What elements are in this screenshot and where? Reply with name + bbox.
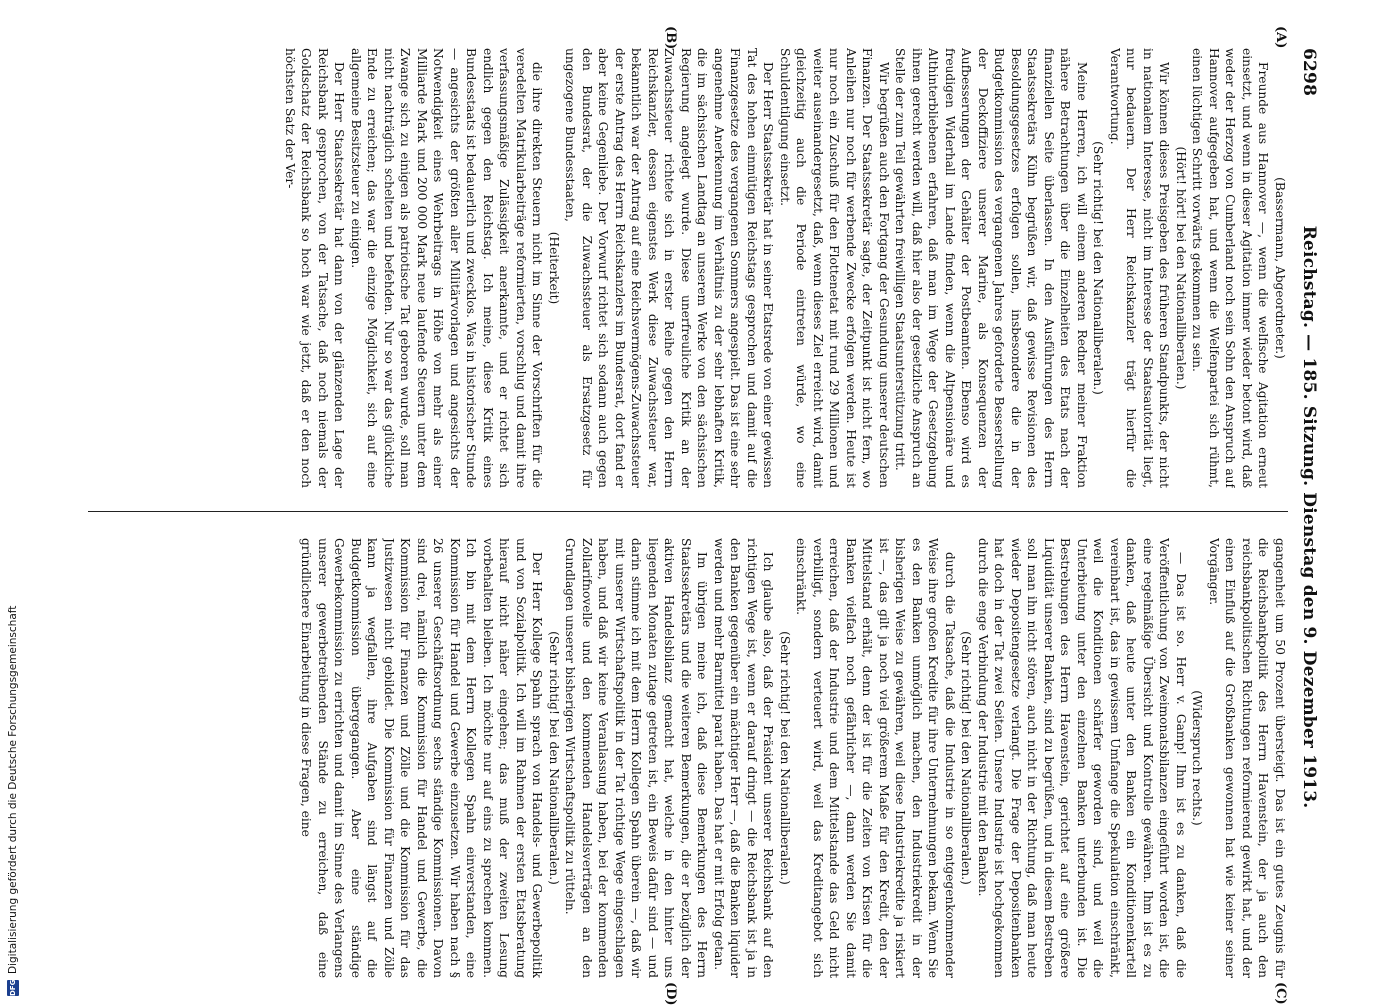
- running-head-title: Reichstag. — 185. Sitzung. Dienstag den 9. Dezember 1913.: [1299, 225, 1319, 809]
- right-column: [88, 538, 1288, 978]
- section-marker-a: (A): [1273, 26, 1288, 49]
- dfg-logo: DFG: [9, 979, 17, 996]
- paragraph: Der Herr Kollege Spahn sprach von Handels- und Gewerbepolitik und von Sozialpolitik. Ich will im Rahmen der ersten Etatsberatung hierauf nicht näher eingehen; das muß der zweiten Lesung vorbehalten bleiben. Ich möchte nur auf eins zu sprechen kommen. Ich bin mit dem Herrn Kollegen Spahn einverstanden, eine Kommission für Handel und Gewerbe einzusetzen. Wir haben nach § 26 unserer Geschäftsordnung sechs ständige Kommissionen. Davon sind drei, nämlich die Kommission für Handel und Gewerbe, die Kommission für Finanzen und Zölle und die Kommission für das Justizwesen nicht gebildet. Die Kommission für Finanzen und Zölle kann ja wegfallen, ihre Aufgaben sind längst auf die Budgetkommission übergegangen. Aber eine ständige Gewerbekommission zu errichten und damit im Sinne des Verlangens unserer gewerbetreibenden Stände zu erreichen, daß eine gründlichere Einarbeitung in diese Fragen, eine: [299, 538, 545, 978]
- paragraph: durch die Tatsache, daß die Industrie in so entgegenkommender Weise ihre großen Kredite für ihre Unternehmungen bekam. Wenn Sie es den Banken unmöglich machen, den Industriekredit in der bisherigen Weise zu gewähren, weil diese Industriekredite ja riskiert ist —, das gilt ja noch viel größerem Maße für den Kredit, den der Mittelstand erhält, denn der ist für die Zeiten von Krisen für die Banken vielfach noch gefährlicher —, dann werden Sie damit erreichen, daß der Industrie und dem Mittelstande das Geld nicht verbilligt, sondern verteuert wird, weil das Kreditangebot sich einschränkt.: [794, 538, 957, 978]
- text-columns: [88, 26, 1288, 1006]
- paragraph: — Das ist so. Herr v. Gamp! Ihm ist es zu danken, daß die Veröffentlichung von Zweimonatsbilanzen eingeführt worden ist, die eine regelmäßige Übersicht und Kontrolle gewähren. Ihm ist es zu danken, daß heute unter den Banken ein Konditionenkartell vereinbart ist, das in gewissem Umfange die Spekulation einschränkt, weil die Konditionen schärfer geworden sind, und weil die Unterbietung unter den einzelnen Banken unterbunden ist. Die Bestrebungen des Herrn Havenstein, gerichtet auf eine größere Liquidität unserer Banken, sind zu begrüßen, und in diesem Bestreben soll man ihn nicht stören, auch nicht in der Richtung, daß man heute wieder Depositengesetze verlangt. Die Frage der Depositenbanken hat doch in der Tat zwei Seiten. Unsere Industrie ist hochgekommen durch die enge Verbindung der Industrie mit den Banken.: [976, 538, 1188, 978]
- section-marker-b: (B): [663, 26, 678, 50]
- interjection: (Sehr richtig! bei den Nationalliberalen.): [959, 631, 974, 885]
- interjection: (Sehr richtig! bei den Nationalliberalen.): [547, 631, 561, 885]
- paragraph: Im übrigen meine ich, daß diese Bemerkungen des Herrn Staatssekretärs und die weiteren Bemerkungen, die er bezüglich der aktiven Handelsbilanz gemacht hat, welche in den hinter uns liegenden Monaten zutage getreten ist, ein Beweis dafür sind — und darin stimme ich mit dem Herrn Kollegen Spahn überein —, daß wir mit unserer Wirtschaftspolitik in der Tat richtige Wege eingeschlagen haben, und daß wir keine Veranlassung haben, bei der kommenden Zollarifnovelle und den kommenden Handelsverträgen an den Grundlagen unserer bisherigen Wirtschaftspolitik zu rütteln.: [563, 538, 710, 978]
- paragraph: Ich glaube also, daß der Präsident unserer Reichsbank auf den richtigen Wege ist, wenn er darauf dringt — die Reichsbank ist ja in den Banken gegenüber ein mächtiger Herr —, daß die Banken liquider werden und mehr Barmittel parat haben. Das hat er mit Erfolg getan.: [712, 538, 776, 978]
- digitization-credit: [6, 436, 20, 996]
- interjection: (Widerspruch rechts.): [1190, 690, 1205, 826]
- paragraph: Freunde aus Hannover —, wenn die welfische Agitation erneut einsetzt, und wenn in dieser Agitation immer wieder betont wird, daß weder der Herzog von Cumberland noch sein Sohn den Anspruch auf Hannover aufgegeben hat, und wenn die Welfenpartei sich rühmt, einen lüchtigen Schritt vorwärts gekommen zu sein.: [1190, 48, 1271, 488]
- paragraph: Meine Herren, ich will einem anderen Redner meiner Fraktion nähere Betrachtungen über die Einzelheiten des Etats nach der finanziellen Seite überlassen. In den Ausführungen des Herrn Staatssekretärs Kühn begrüßen wir, daß gewisse Revisionen des Besoldungsgesetzes erfolgen sollen, insbesondere die in der Budgetkommission des vergangenen Jahres geforderte Besserstellung der Deckoffiziere unserer Marine, als Konsequenzen der Aufbesserungen der Gehälter der Postbeamten. Ebenso wird es freudigen Widerhall im Lande finden, wenn die Altpensionäre und Althinterbliebenen erfahren, daß man im Wege der Gesetzgebung ihnen gerecht werden will, daß hier also der gesetzliche Anspruch an Stelle der zum Teil gewährten freiwilligen Staatsunterstützung tritt.: [893, 48, 1089, 488]
- paragraph: Der Herr Staatssekretär hat in seiner Etatsrede von einer gewissen Tat des hohen einmütigen Reichstags gesprochen und damit auf die Finanzgesetze des vergangenen Sommers angespielt. Das ist eine sehr angenehme Anerkennung im Verhältnis zu der sehr lebhaften Kritik, die im sächsischen Landtag an unserem Werke von den sächsischen Regierung angelegt wurde. Diese unerfreuliche Kritik an der Zuwachssteuer richtete sich in erster Reihe gegen den Herrn Reichskanzler, dessen eigenstes Werk diese Zuwachssteuer war, bekanntlich war der Antrag auf eine Reichsvermögens-Zuwachssteuer der erste Antrag des Herrn Reichskanzlers im Bundesrat, dort fand er aber keine Gegenliebe. Der Vorwurf richtet sich sodann auch gegen den Bundesrat, der die Zuwachssteuer als Ersatzgesetz für ungezogene Bundesstaaten,: [563, 48, 776, 488]
- rotated-document-page: [82, 26, 1322, 1006]
- left-column: [88, 48, 1288, 488]
- interjection: (Sehr richtig! bei den Nationalliberalen.): [1091, 141, 1106, 395]
- interjection: (Heiterkeit): [547, 231, 561, 305]
- interjection: (Bassermann, Abgeordneter.): [1273, 177, 1287, 359]
- paragraph: Wir können dieses Preisgeben des früheren Standpunkts, der nicht in nationalem Interesse, nicht im Interesse der Staatsautorität liegt, nur bedauern. Der Herr Reichskanzler trägt hierfür die Verantwortung.: [1108, 48, 1172, 488]
- paragraph: die ihre direkten Steuern nicht im Sinne der Vorschriften für die veredelten Matrikularbeiträge reformierten, vorschlug und damit ihre verfassungsmäßige Zulässigkeit anerkannte, und er richtet sich endlich gegen den Reichstag. Ich meine, diese Kritik eines Bundesstaats ist bedauerlich und zwecklos. Was in historischer Stunde — angesichts der größten aller Militärvorlagen und angesichts der Notwendigkeit eines Wehrbeitrags in Höhe von mehr als einer Milliarde Mark und 200 000 Mark neue laufende Steuern unter dem Zwange sich zu einigen als patriotische Tat geboren wurde, soll man nicht nachträglich schelten und befehden. Nur so war das glückliche Ende zu erreichen; das war die einzige Möglichkeit, sich auf eine allgemeine Besitzsteuer zu einigen.: [349, 48, 545, 488]
- interjection: (Sehr richtig! bei den Nationalliberalen.): [778, 631, 792, 885]
- page-number: 6298: [1299, 48, 1319, 97]
- column-divider: [88, 511, 1288, 512]
- section-marker-d: (D): [663, 982, 678, 1006]
- section-marker-c: (C): [1273, 982, 1288, 1005]
- paragraph: Der Herr Staatssekretär hat dann von der glänzenden Lage der Reichsbank gesprochen, von der Tatsache, daß noch niemals der Goldschatz der Reichsbank so hoch war wie jetzt, daß er den noch höchsten Satz der Ver-: [283, 48, 347, 488]
- interjection: (Hört! hört! bei den Nationalliberalen.): [1174, 146, 1188, 390]
- paragraph: gangenheit um 50 Prozent übersteigt. Das ist ein gutes Zeugnis für die Reichsbankpolitik des Herrn Havenstein, der ja auch den reichsbankpolitischen Richtungen reformierend gewirkt hat, und der einen Einfluß auf die Großbanken gewonnen hat wie keiner seiner Vorgänger.: [1207, 538, 1287, 978]
- paragraph: Wir begrüßen auch den Fortgang der Gesundung unserer deutschen Finanzen. Der Staatssekretär sagte, der Zeitpunkt ist nicht fern, wo Anleihen nur noch für werbende Zwecke erfolgen werden. Heute ist nur noch ein Zuschuß für den Flottenetat mit rund 29 Millionen und weiter auseinandergesetzt, daß, wenn dieses Ziel erreicht wird, damit gleichzeitig auch die Periode eintreten würde, wo eine Schuldentilgung einsetzt.: [778, 48, 891, 488]
- running-head: [1296, 48, 1322, 978]
- credit-text: Digitalisierung gefördert durch die Deutsche Forschungsgemeinschaft: [7, 605, 19, 974]
